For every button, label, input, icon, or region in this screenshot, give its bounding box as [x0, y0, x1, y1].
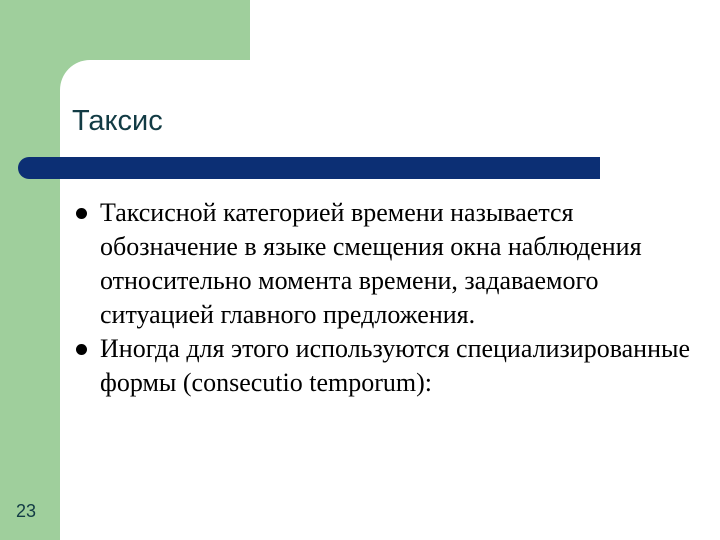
bullet-text: Иногда для этого используются специализированные формы (consecutio temporum): — [100, 334, 691, 397]
bullet-list — [76, 196, 696, 400]
slide-title: Таксис — [72, 105, 163, 137]
title-underline-bar — [18, 157, 600, 179]
bullet-dot-icon — [76, 208, 87, 219]
bullet-item — [76, 332, 696, 400]
content-panel-top — [250, 0, 720, 60]
bullet-text: Таксисной категорией времени называется обозначение в языке смещения окна наблюдения относительно момента времени, задаваемого ситуацией главного предложения. — [100, 198, 642, 329]
bullet-dot-icon — [76, 344, 87, 355]
slide-number: 23 — [16, 501, 37, 521]
bullet-item — [76, 196, 696, 332]
